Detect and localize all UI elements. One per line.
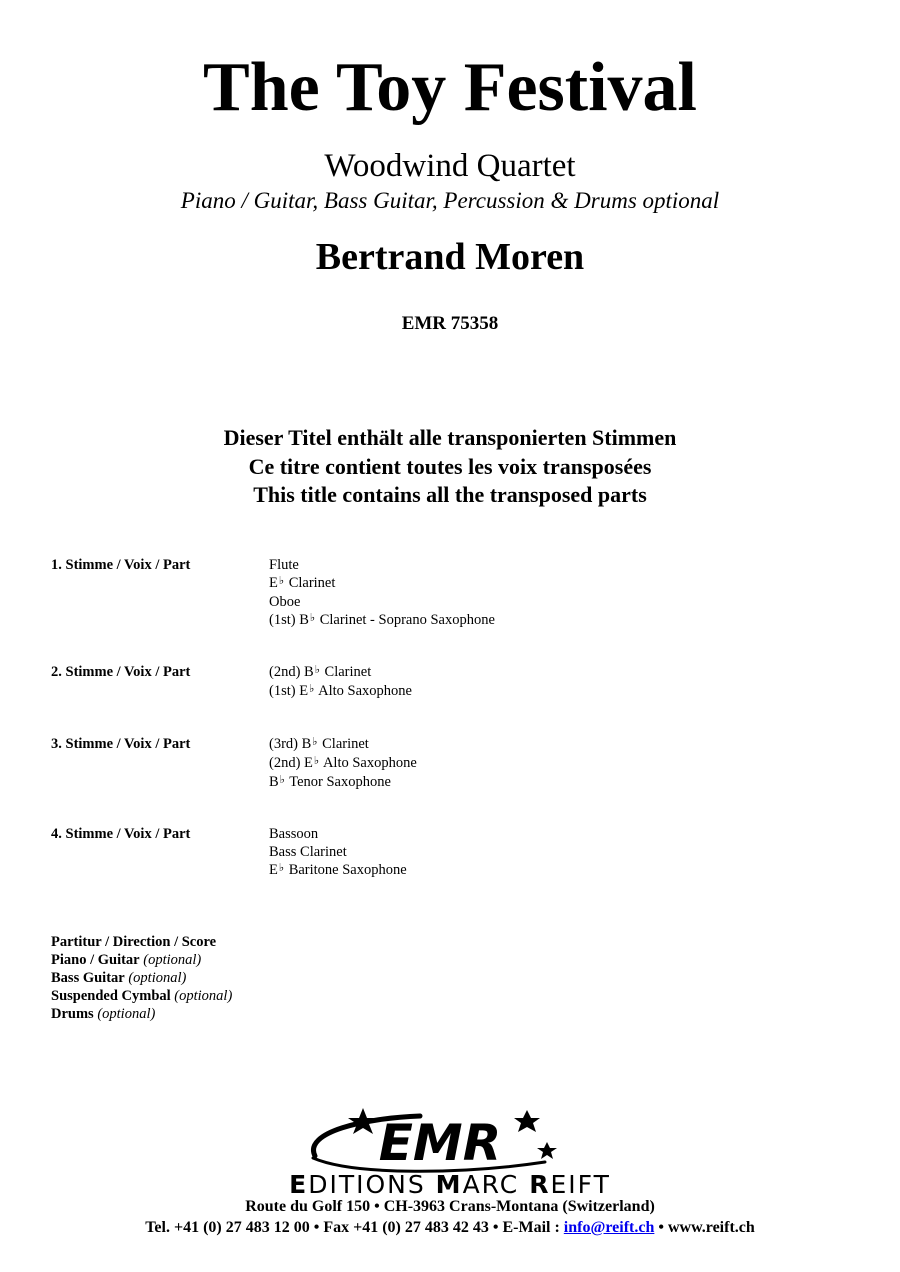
instrument-item — [269, 682, 412, 701]
instrument-prefix: (2nd) — [269, 664, 301, 680]
extra-part-item — [51, 951, 232, 969]
extra-part-item — [51, 969, 232, 987]
flat-sign: ♭ — [278, 575, 285, 587]
instrument-item — [269, 773, 417, 792]
instrument-name: Tenor Saxophone — [289, 774, 391, 790]
instrument-item — [269, 754, 417, 773]
part-instrument-list — [269, 825, 407, 880]
instrument-key: B — [304, 664, 314, 680]
part-label: 3. Stimme / Voix / Part — [51, 736, 191, 752]
flat-sign: ♭ — [312, 736, 318, 748]
instrument-name: Clarinet — [288, 575, 336, 591]
publisher-name — [0, 1170, 900, 1200]
extra-part-note: (optional) — [174, 988, 233, 1004]
instrument-item — [269, 825, 407, 843]
extra-part-note: (optional) — [97, 1006, 156, 1022]
flat-sign: ♭ — [278, 862, 285, 874]
optional-instrumentation: Piano / Guitar, Bass Guitar, Percussion & Drums optional — [180, 188, 720, 213]
instrument-name: Clarinet — [324, 664, 372, 680]
brand-initial: E — [289, 1170, 309, 1199]
instrument-name: Bass Clarinet — [269, 844, 347, 860]
logo-star-small — [537, 1142, 557, 1159]
brand-rest: DITIONS — [308, 1170, 436, 1199]
instrument-item — [269, 735, 417, 754]
instrument-name: Clarinet - Soprano Saxophone — [319, 612, 495, 628]
instrument-prefix: (1st) — [269, 612, 296, 628]
instrument-name: Oboe — [269, 594, 301, 610]
transposed-parts-notice — [0, 424, 900, 510]
composer-name: Bertrand Moren — [315, 236, 585, 278]
publisher-contact — [0, 1218, 900, 1238]
part-label: 2. Stimme / Voix / Part — [51, 664, 191, 680]
flat-sign: ♭ — [313, 755, 320, 767]
extra-part-note: (optional) — [128, 970, 187, 986]
instrument-item — [269, 556, 495, 574]
logo-star-right — [514, 1110, 540, 1132]
flat-sign: ♭ — [279, 774, 285, 786]
part-instrument-list — [269, 735, 417, 792]
instrument-key: E — [269, 575, 278, 591]
logo-star-left — [348, 1108, 378, 1134]
extra-part-note: (optional) — [143, 952, 202, 968]
instrument-key: B — [301, 736, 312, 752]
brand-initial: M — [435, 1170, 463, 1199]
contact-website: • www.reift.ch — [654, 1219, 755, 1236]
instrument-key: E — [269, 862, 278, 878]
ensemble-subtitle: Woodwind Quartet — [324, 148, 576, 184]
instrument-item — [269, 843, 407, 861]
extra-part-item — [51, 987, 232, 1005]
part-instrument-list — [269, 556, 495, 630]
instrument-key: B — [299, 612, 309, 628]
instrument-item — [269, 861, 407, 880]
instrument-prefix: (1st) — [269, 683, 296, 699]
logo-text: EMR — [378, 1114, 502, 1172]
instrument-name: Baritone Saxophone — [288, 862, 407, 878]
instrument-key: E — [299, 683, 309, 699]
notice-french: Ce titre contient toutes les voix transposées — [248, 453, 652, 479]
instrument-name: Flute — [269, 557, 299, 573]
publisher-address: Route du Golf 150 • CH-3963 Crans-Montana (Switzerland) — [245, 1198, 655, 1215]
instrument-item — [269, 611, 495, 630]
extra-part-name: Piano / Guitar — [51, 952, 140, 968]
instrument-item — [269, 663, 412, 682]
part-label: 4. Stimme / Voix / Part — [51, 826, 191, 842]
flat-sign: ♭ — [309, 683, 315, 695]
email-link[interactable]: info@reift.ch — [563, 1219, 655, 1236]
extra-part-name: Bass Guitar — [51, 970, 125, 986]
instrument-name: Alto Saxophone — [322, 755, 417, 771]
piece-title: The Toy Festival — [203, 49, 697, 126]
extra-part-name: Suspended Cymbal — [51, 988, 171, 1004]
notice-german: Dieser Titel enthält alle transponierten Stimmen — [223, 425, 677, 450]
instrument-item — [269, 593, 495, 611]
extra-parts-list — [51, 933, 232, 1023]
brand-initial: R — [529, 1170, 551, 1199]
notice-english: This title contains all the transposed parts — [253, 482, 647, 507]
part-label: 1. Stimme / Voix / Part — [51, 557, 191, 573]
instrument-name: Alto Saxophone — [318, 683, 412, 699]
extra-part-name: Partitur / Direction / Score — [51, 934, 217, 950]
extra-part-name: Drums — [51, 1006, 94, 1022]
part-instrument-list — [269, 663, 412, 701]
extra-part-item — [51, 1005, 232, 1023]
instrument-name: Clarinet — [322, 736, 369, 752]
instrument-prefix: (2nd) — [269, 755, 301, 771]
contact-phone-fax: Tel. +41 (0) 27 483 12 00 • Fax +41 (0) 27 483 42 43 • E-Mail : — [145, 1219, 564, 1236]
instrument-name: Bassoon — [269, 826, 319, 842]
instrument-prefix: (3rd) — [269, 736, 298, 752]
brand-rest: EIFT — [550, 1170, 611, 1199]
instrument-key: E — [304, 755, 313, 771]
extra-part-item — [51, 933, 232, 951]
brand-rest: ARC — [462, 1170, 530, 1199]
instrument-key: B — [269, 774, 279, 790]
flat-sign: ♭ — [314, 664, 320, 676]
catalog-number: EMR 75358 — [401, 313, 499, 334]
instrument-item — [269, 574, 495, 593]
flat-sign: ♭ — [309, 612, 316, 624]
